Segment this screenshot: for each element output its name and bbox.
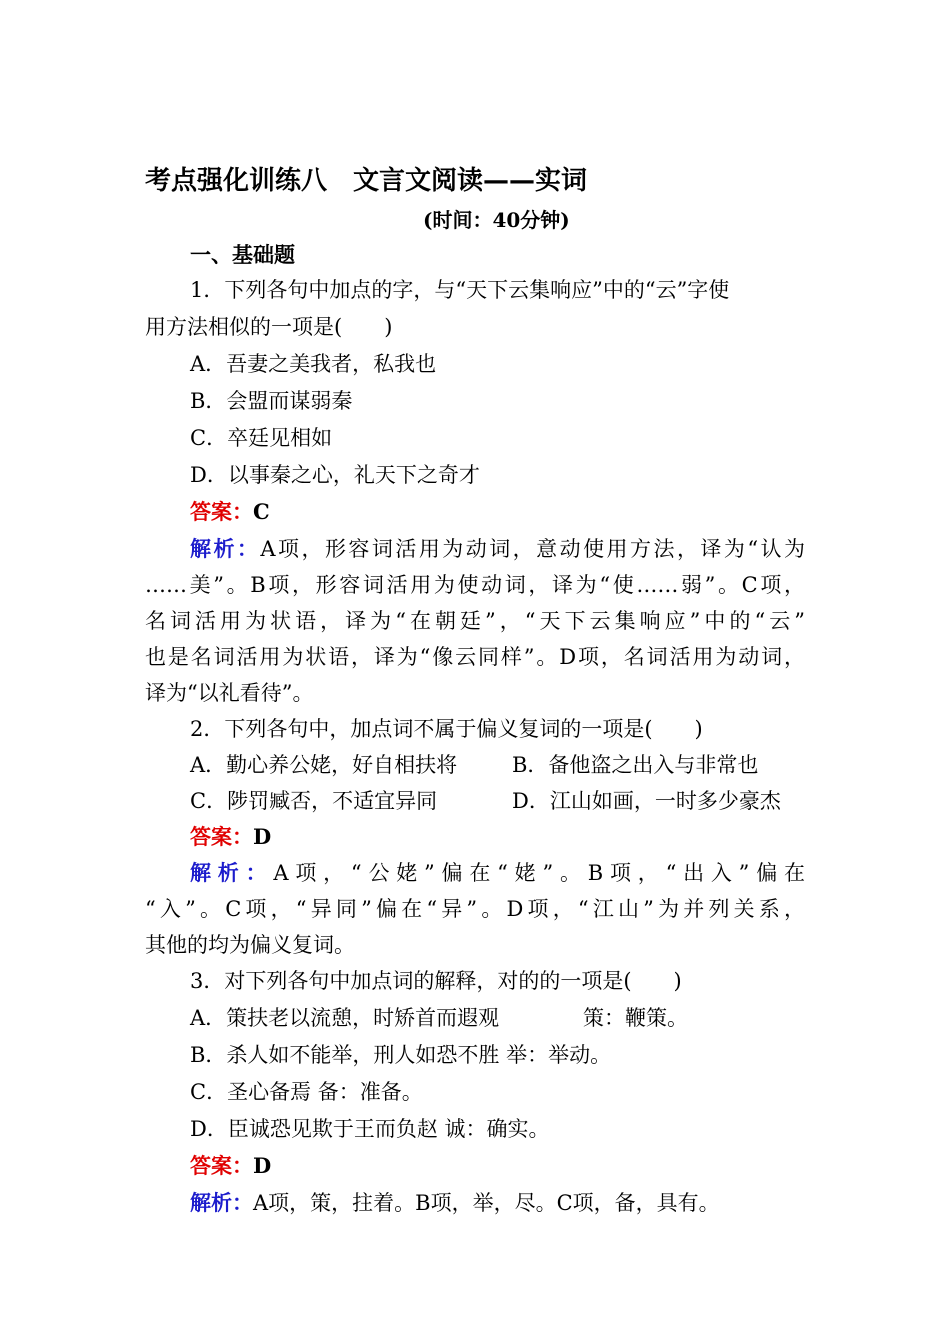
q1-option-d: D．以事秦之心，礼天下之奇才 xyxy=(190,463,480,487)
q2-option-c: C．陟罚臧否，不适宜异同 xyxy=(190,789,438,813)
q1-analysis-line1: 解析：A项，形容词活用为动词，意动使用方法，译为“认为 xyxy=(190,536,806,561)
q1-stem-line1: 1．下列各句中加点的字，与“天下云集响应”中的“云”字使 xyxy=(190,278,730,302)
q1-answer xyxy=(190,497,270,527)
q1-option-b: B．会盟而谋弱秦 xyxy=(190,389,353,413)
q1-analysis-line5: 译为“以礼看待”。 xyxy=(145,681,314,705)
answer-label: 答案： xyxy=(190,824,253,849)
q1-analysis-line2: ……美”。B项，形容词活用为使动词，译为“使……弱”。C项， xyxy=(145,573,805,597)
q3-option-c: C．圣心备焉 备：准备。 xyxy=(190,1080,423,1104)
q2-option-b: B．备他盗之出入与非常也 xyxy=(512,753,759,777)
q1-option-c: C．卒廷见相如 xyxy=(190,426,333,450)
answer-value: C xyxy=(253,499,270,524)
time-note: (时间：40分钟) xyxy=(423,208,570,232)
answer-label: 答案： xyxy=(190,499,253,524)
q2-stem: 2．下列各句中，加点词不属于偏义复词的一项是( ) xyxy=(190,717,703,741)
page-title: 考点强化训练八 文言文阅读——实词 xyxy=(145,166,588,196)
q3-option-a: A．策扶老以流憩，时矫首而遐观 xyxy=(190,1006,500,1030)
q2-analysis-line1: 解析：A项，“公姥”偏在“姥”。B项，“出入”偏在 xyxy=(190,860,805,885)
q1-option-a: A．吾妻之美我者，私我也 xyxy=(190,352,437,376)
q1-stem-line2: 用方法相似的一项是( ) xyxy=(145,315,393,339)
q2-analysis-line3: 其他的均为偏义复词。 xyxy=(145,933,355,957)
analysis-label: 解析： xyxy=(190,1190,253,1215)
q3-option-a-gloss: 策：鞭策。 xyxy=(583,1006,688,1030)
q3-answer xyxy=(190,1151,271,1181)
section-heading: 一、基础题 xyxy=(190,242,295,267)
q3-option-d: D．臣诚恐见欺于王而负赵 诚：确实。 xyxy=(190,1117,550,1141)
answer-value: D xyxy=(253,1153,272,1178)
q3-stem: 3．对下列各句中加点词的解释，对的的一项是( ) xyxy=(190,969,682,993)
q2-option-a: A．勤心养公姥，好自相扶将 xyxy=(190,753,458,777)
analysis-label: 解析： xyxy=(190,536,261,561)
answer-value: D xyxy=(253,824,272,849)
q3-option-b: B．杀人如不能举，刑人如恐不胜 举：举动。 xyxy=(190,1043,612,1067)
q1-analysis-line3: 名词活用为状语，译为“在朝廷”，“天下云集响应”中的“云” xyxy=(145,609,805,633)
q3-analysis-line1: 解析：A项，策，拄着。B项，举，尽。C项，备，具有。 xyxy=(190,1190,720,1215)
answer-label: 答案： xyxy=(190,1153,253,1178)
q2-answer xyxy=(190,822,271,852)
q1-analysis-line4: 也是名词活用为状语，译为“像云同样”。D项，名词活用为动词， xyxy=(145,645,805,669)
analysis-label: 解析： xyxy=(190,860,274,885)
q2-analysis-line2: “入”。C项，“异同”偏在“异”。D项，“江山”为并列关系， xyxy=(145,897,805,921)
q2-option-d: D．江山如画，一时多少豪杰 xyxy=(512,789,781,813)
